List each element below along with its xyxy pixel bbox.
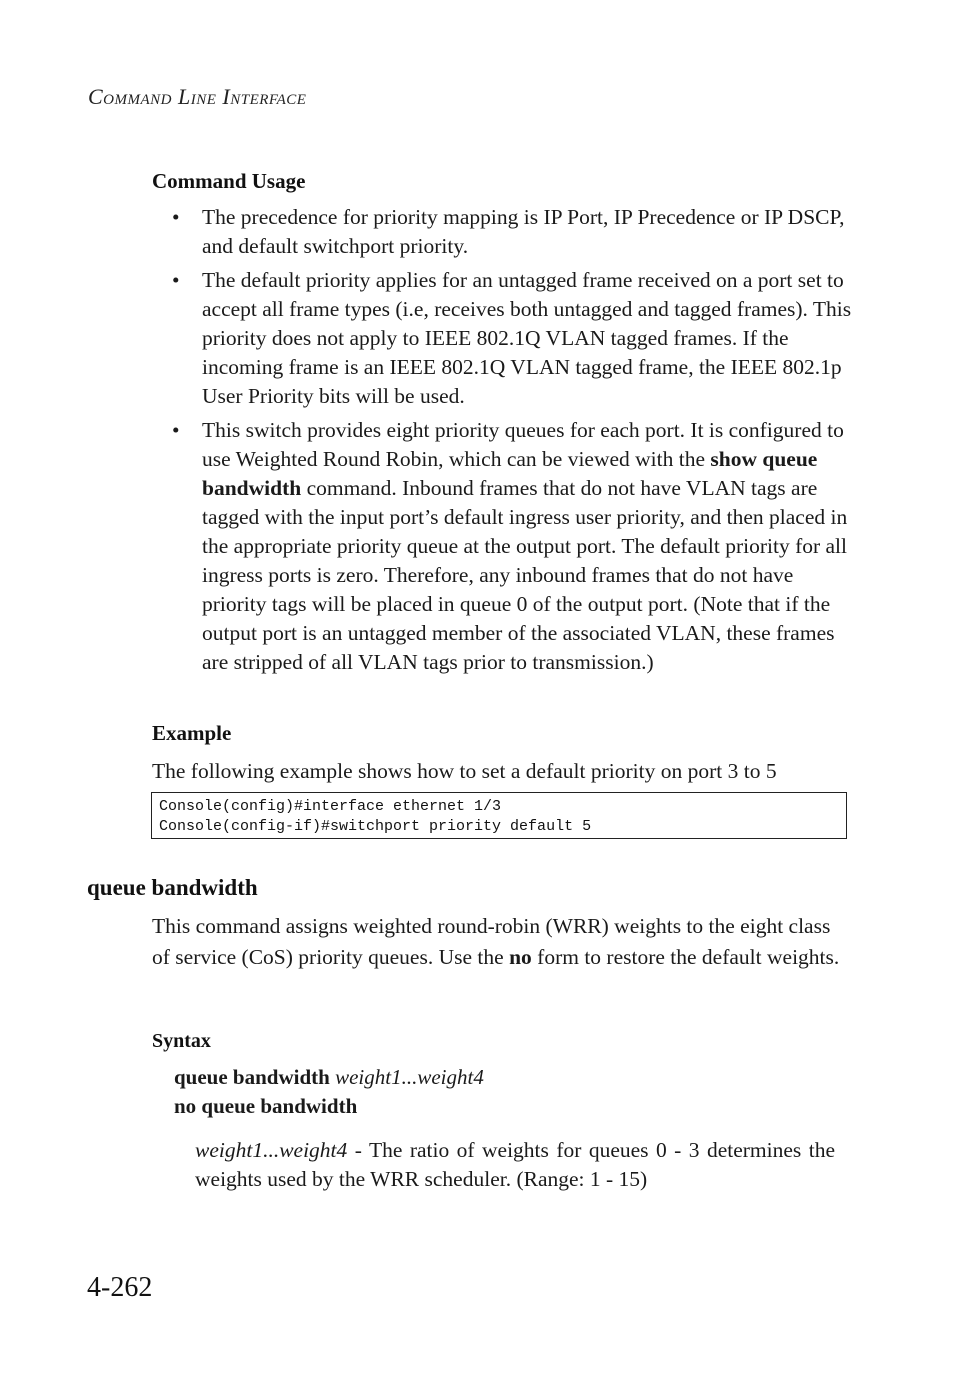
bullet-marker: • bbox=[172, 268, 180, 292]
usage-bullet-1 bbox=[152, 203, 852, 261]
example-intro: The following example shows how to set a default priority on port 3 to 5 bbox=[152, 759, 777, 783]
usage-bullet-1-text: The precedence for priority mapping is IP Port, IP Precedence or IP DSCP, and default switchport priority. bbox=[202, 205, 845, 258]
syntax-line-1-argument: weight1...weight4 bbox=[335, 1065, 484, 1089]
bullet-marker: • bbox=[172, 418, 180, 442]
bullet-marker: • bbox=[172, 205, 180, 229]
running-header: Command Line Interface bbox=[88, 84, 307, 109]
code-line-1: Console(config)#interface ethernet 1/3 bbox=[159, 798, 502, 815]
syntax-line-2 bbox=[174, 1092, 357, 1121]
example-heading: Example bbox=[152, 721, 232, 745]
example-code-block bbox=[151, 792, 847, 839]
usage-bullet-2-text: The default priority applies for an untagged frame received on a port set to accept all frame types (i.e, receives both untagged and tagged frames). This priority does not apply to IEEE 802.1Q VLAN tagged frames. If the incoming frame is an IEEE 802.1Q VLAN tagged frame, the IEEE 802.1p User Priority bits will be used. bbox=[202, 268, 852, 408]
usage-bullet-2 bbox=[152, 266, 852, 411]
usage-bullet-3-command: show queue bandwidth bbox=[202, 447, 818, 500]
command-usage-heading: Command Usage bbox=[152, 169, 306, 193]
page-number: 4-262 bbox=[87, 1272, 153, 1303]
parameter-description bbox=[195, 1136, 835, 1194]
command-description-bold: no bbox=[509, 945, 532, 969]
command-description bbox=[152, 911, 852, 973]
code-line-2: Console(config-if)#switchport priority default 5 bbox=[159, 817, 592, 835]
command-description-pre: This command assigns weighted round-robin (WRR) weights to the eight class of service (CoS) priority queues. Use the bbox=[152, 914, 831, 969]
syntax-line-1-keyword: queue bandwidth bbox=[174, 1065, 330, 1089]
command-description-post: form to restore the default weights. bbox=[531, 945, 840, 969]
command-title: queue bandwidth bbox=[87, 875, 258, 900]
parameter-text: - The ratio of weights for queues 0 - 3 determines the weights used by the WRR scheduler. (Range: 1 - 15) bbox=[195, 1138, 835, 1191]
usage-bullet-3 bbox=[152, 416, 852, 677]
usage-bullet-3-text-pre: This switch provides eight priority queues for each port. It is configured to use Weighted Round Robin, which can be viewed with the bbox=[202, 418, 844, 471]
usage-bullet-3-text-post: command. Inbound frames that do not have VLAN tags are tagged with the input port’s default ingress user priority, and then placed in the appropriate priority queue at the output port. The default priority for all ingress ports is zero. Therefore, any inbound frames that do not have priority tags will be placed in queue 0 of the output port. (Note that if the output port is an untagged member of the associated VLAN, these frames are stripped of all VLAN tags prior to transmission.) bbox=[202, 476, 848, 674]
syntax-heading: Syntax bbox=[152, 1030, 211, 1052]
parameter-name: weight1...weight4 bbox=[195, 1138, 348, 1162]
usage-bullet-list bbox=[152, 203, 852, 682]
syntax-line-1 bbox=[174, 1063, 484, 1092]
syntax-line-2-keyword: no queue bandwidth bbox=[174, 1094, 358, 1118]
